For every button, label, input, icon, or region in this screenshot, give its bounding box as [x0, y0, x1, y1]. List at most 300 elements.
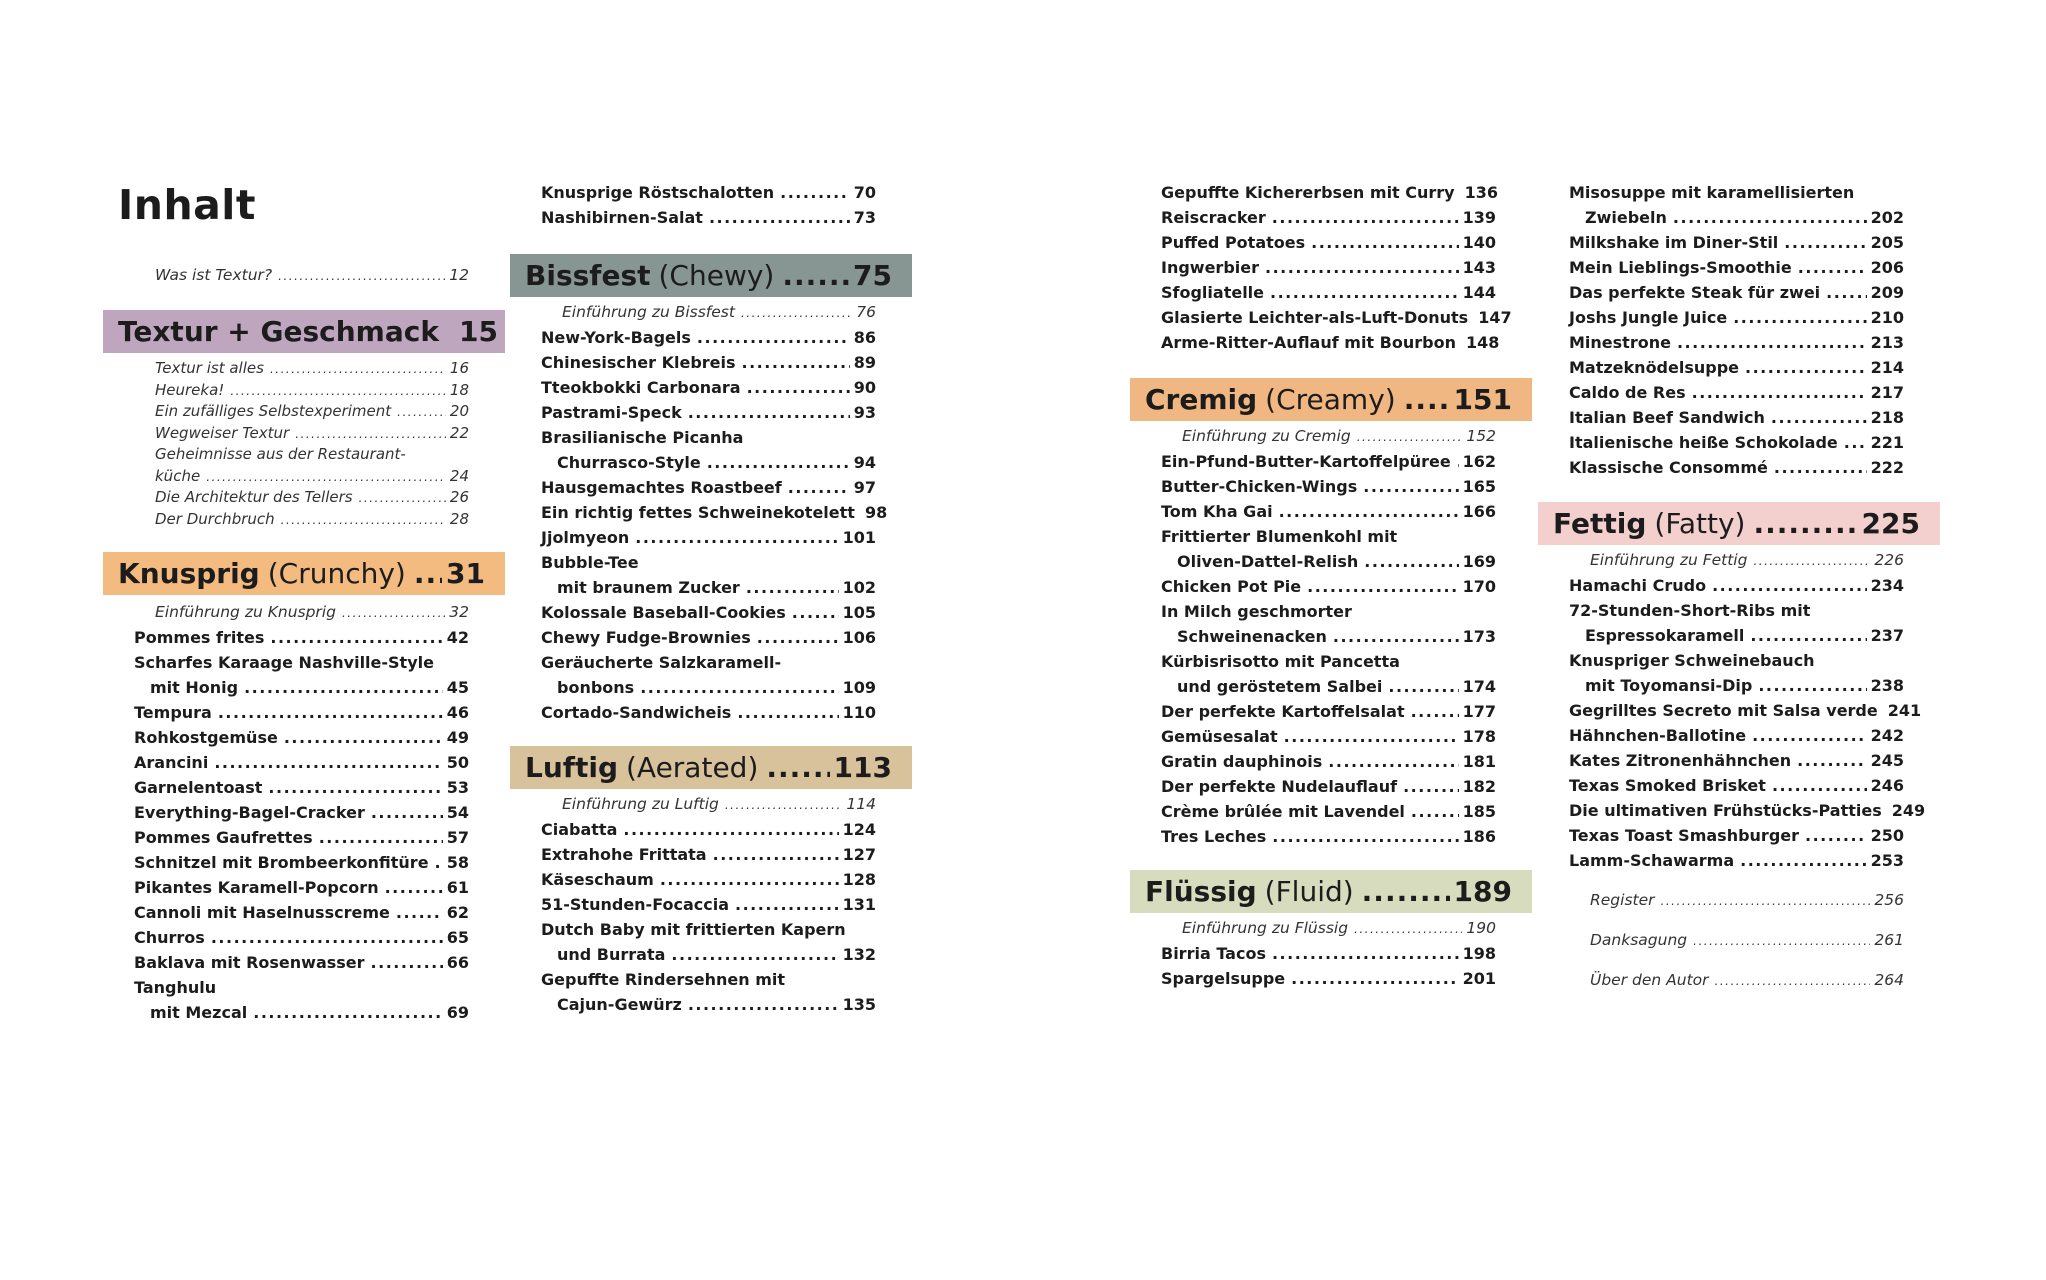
toc-entry[interactable] [103, 401, 505, 422]
toc-entry[interactable] [103, 700, 505, 725]
entry-label: Caldo de Res [1569, 383, 1686, 402]
toc-entry[interactable] [1130, 180, 1532, 205]
dot-leader [1772, 773, 1867, 798]
entry-label: Churros [134, 928, 205, 947]
entry-page: 89 [853, 353, 876, 372]
entry-label: Gepuffte Kichererbsen mit Curry [1161, 183, 1455, 202]
entry-page: 54 [446, 803, 469, 822]
entry-label: küche [155, 466, 201, 485]
section-title: Bissfest [525, 259, 651, 292]
dot-leader [1357, 424, 1463, 450]
entry-page: 190 [1466, 919, 1496, 937]
entry-page: 16 [449, 359, 469, 377]
page-title: Inhalt [118, 181, 256, 229]
entry-page: 182 [1462, 777, 1496, 796]
entry-label-line1: Geräucherte Salzkaramell- [541, 653, 782, 672]
entry-page: 97 [853, 478, 876, 497]
toc-entry[interactable] [103, 487, 505, 508]
entry-page: 24 [449, 466, 469, 485]
entry-label: Kates Zitronenhähnchen [1569, 751, 1792, 770]
dot-leader [397, 401, 446, 423]
dot-leader [1272, 824, 1458, 849]
entry-label: mit Toyomansi-Dip [1585, 676, 1753, 695]
toc-entry[interactable] [510, 500, 912, 525]
toc-entry[interactable] [1130, 724, 1532, 749]
dot-leader [1740, 848, 1866, 873]
entry-label: Knusprige Röstschalotten [541, 183, 775, 202]
entry-label: Italian Beef Sandwich [1569, 408, 1765, 427]
toc-entry[interactable] [1538, 405, 1940, 430]
entry-label: Tom Kha Gai [1161, 502, 1273, 521]
section-header-textur[interactable] [103, 310, 505, 353]
dot-leader [230, 380, 446, 402]
dot-leader [1826, 280, 1866, 305]
entry-page: 238 [1870, 676, 1904, 695]
dot-leader [747, 375, 850, 400]
entry-label-line1: Bubble-Tee [541, 553, 639, 572]
toc-entry[interactable] [1538, 573, 1940, 598]
toc-entry[interactable] [103, 950, 505, 975]
toc-entry[interactable] [1538, 205, 1940, 230]
section-subtitle: (Fatty) [1654, 507, 1746, 540]
toc-entry[interactable] [510, 300, 912, 325]
dot-leader [1673, 205, 1867, 230]
section-page: 225 [1861, 507, 1920, 540]
entry-label-line1: Brasilianische Picanha [541, 428, 744, 447]
dot-leader [295, 423, 446, 445]
section-subtitle: (Crunchy) [267, 557, 406, 590]
dot-leader [214, 750, 442, 775]
section-page: 31 [446, 557, 485, 590]
dot-leader [1715, 968, 1871, 994]
dot-leader [1403, 774, 1459, 799]
section-header-fettig[interactable] [1538, 502, 1940, 545]
entry-page: 166 [1462, 502, 1496, 521]
dot-leader [385, 875, 443, 900]
entry-page: 213 [1870, 333, 1904, 352]
entry-page: 246 [1870, 776, 1904, 795]
toc-entry[interactable] [1130, 474, 1532, 499]
toc-entry[interactable] [103, 380, 505, 401]
dot-leader [671, 942, 838, 967]
entry-page: 65 [446, 928, 469, 947]
entry-label: Butter-Chicken-Wings [1161, 477, 1358, 496]
toc-entry[interactable] [103, 509, 505, 530]
toc-entry[interactable] [1538, 255, 1940, 280]
toc-entry[interactable] [1538, 823, 1940, 848]
entry-label-line1: Scharfes Karaage Nashville-Style [134, 653, 434, 672]
toc-entry[interactable] [510, 675, 912, 700]
entry-page: 110 [842, 703, 876, 722]
entry-page: 226 [1874, 551, 1904, 569]
toc-entry[interactable] [1538, 548, 1940, 573]
toc-entry[interactable] [1538, 798, 1940, 823]
entry-page: 186 [1462, 827, 1496, 846]
entry-label: Wegweiser Textur [155, 423, 290, 442]
entry-label: Die Architektur des Tellers [155, 488, 353, 506]
dot-leader [371, 950, 443, 975]
toc-entry[interactable] [1538, 773, 1940, 798]
entry-label-line1: Kürbisrisotto mit Pancetta [1161, 652, 1400, 671]
toc-entry[interactable] [1538, 698, 1940, 723]
toc-entry[interactable] [1130, 749, 1532, 774]
section-subtitle: (Creamy) [1265, 383, 1396, 416]
entry-label: Matzeknödelsuppe [1569, 358, 1740, 377]
entry-page: 53 [446, 778, 469, 797]
toc-entry[interactable] [1538, 230, 1940, 255]
entry-label: Klassische Consommé [1569, 458, 1768, 477]
entry-page: 49 [446, 728, 469, 747]
dot-leader [244, 675, 443, 700]
toc-entry[interactable] [510, 450, 912, 475]
entry-label: Der perfekte Kartoffelsalat [1161, 702, 1405, 721]
toc-entry[interactable] [1130, 941, 1532, 966]
entry-label: Garnelentoast [134, 778, 263, 797]
entry-label: Joshs Jungle Juice [1569, 308, 1728, 327]
dot-leader [1311, 230, 1458, 255]
toc-entry[interactable] [1538, 380, 1940, 405]
entry-page: 139 [1462, 208, 1496, 227]
entry-page: 241 [1887, 701, 1922, 720]
entry-page: 76 [856, 303, 876, 321]
toc-entry[interactable] [103, 423, 505, 444]
toc-entry[interactable] [1130, 799, 1532, 824]
toc-entry[interactable] [1130, 330, 1532, 355]
toc-entry[interactable] [1130, 280, 1532, 305]
dot-leader [281, 509, 446, 531]
entry-label: Arme-Ritter-Auflauf mit Bourbon [1161, 333, 1456, 352]
section-header-knusprig[interactable] [103, 552, 505, 595]
toc-entry[interactable] [510, 205, 912, 230]
section-header-fluessig[interactable] [1130, 870, 1532, 913]
entry-page: 221 [1870, 433, 1904, 452]
dot-leader [1270, 280, 1459, 305]
toc-entry[interactable] [510, 400, 912, 425]
entry-page: 70 [853, 183, 876, 202]
entry-label: Über den Autor [1590, 971, 1709, 989]
entry-page: 131 [842, 895, 876, 914]
entry-page: 22 [449, 423, 469, 442]
dot-leader [1388, 674, 1458, 699]
toc-entry[interactable] [1538, 280, 1940, 305]
entry-page: 237 [1870, 626, 1904, 645]
entry-label: Einführung zu Cremig [1182, 427, 1351, 445]
entry-label: Schnitzel mit Brombeerkonfitüre [134, 853, 429, 872]
entry-label: Ingwerbier [1161, 258, 1259, 277]
toc-entry[interactable] [510, 375, 912, 400]
toc-entry[interactable] [510, 867, 912, 892]
toc-entry[interactable] [103, 625, 505, 650]
dot-leader [742, 350, 850, 375]
entry-label: Jjolmyeon [541, 528, 630, 547]
toc-entry[interactable] [510, 525, 912, 550]
entry-label: mit Honig [150, 678, 239, 697]
entry-label: Rohkostgemüse [134, 728, 278, 747]
section-title: Flüssig [1145, 875, 1257, 908]
toc-entry[interactable] [103, 1000, 505, 1025]
dot-leader [1354, 916, 1462, 942]
toc-entry[interactable] [1130, 499, 1532, 524]
toc-entry[interactable] [1538, 723, 1940, 748]
entry-page: 147 [1478, 308, 1512, 327]
toc-entry-intro[interactable] [103, 263, 505, 288]
entry-page: 144 [1462, 283, 1496, 302]
entry-label: Hausgemachtes Roastbeef [541, 478, 782, 497]
entry-label: bonbons [557, 678, 635, 697]
toc-entry[interactable] [103, 358, 505, 379]
entry-page: 93 [853, 403, 876, 422]
toc-entry[interactable] [103, 925, 505, 950]
entry-page: 124 [842, 820, 876, 839]
toc-entry[interactable] [510, 325, 912, 350]
toc-entry[interactable] [1130, 774, 1532, 799]
entry-label: Was ist Textur? [155, 266, 273, 284]
dot-leader [780, 180, 850, 205]
dot-leader [371, 800, 443, 825]
dot-leader [725, 792, 843, 818]
entry-label: mit Mezcal [150, 1003, 248, 1022]
toc-entry[interactable] [1538, 455, 1940, 480]
entry-label: Puffed Potatoes [1161, 233, 1306, 252]
toc-entry[interactable] [1538, 305, 1940, 330]
toc-entry[interactable] [1538, 888, 1940, 913]
toc-entry[interactable] [510, 180, 912, 205]
entry-page: 69 [446, 1003, 469, 1022]
entry-page: 105 [842, 603, 876, 622]
dot-leader [342, 600, 445, 626]
toc-entry[interactable] [1538, 623, 1940, 648]
dot-leader [1797, 748, 1866, 773]
entry-page: 234 [1870, 576, 1904, 595]
entry-page: 209 [1870, 283, 1904, 302]
entry-page: 165 [1462, 477, 1496, 496]
entry-label: New-York-Bagels [541, 328, 691, 347]
entry-label-line1: Gepuffte Rindersehnen mit [541, 970, 786, 989]
entry-label: Crème brûlée mit Lavendel [1161, 802, 1405, 821]
entry-label: Ein-Pfund-Butter-Kartoffelpüree [1161, 452, 1451, 471]
dot-leader [688, 992, 839, 1017]
entry-page: 136 [1464, 183, 1499, 202]
toc-entry[interactable] [103, 875, 505, 900]
dot-leader [270, 358, 446, 380]
entry-page: 18 [449, 380, 469, 399]
toc-entry[interactable] [103, 725, 505, 750]
entry-page: 12 [449, 266, 469, 284]
dot-leader [1291, 966, 1458, 991]
section-header-bissfest[interactable] [510, 254, 912, 297]
entry-page: 177 [1462, 702, 1496, 721]
entry-label: Texas Toast Smashburger [1569, 826, 1800, 845]
dot-leader [660, 867, 839, 892]
dot-leader [1457, 449, 1459, 474]
entry-page: 57 [446, 828, 469, 847]
dot-leader [1411, 799, 1459, 824]
entry-label: Einführung zu Knusprig [155, 603, 336, 621]
dot-leader [270, 625, 442, 650]
section-title: Cremig [1145, 383, 1258, 416]
dot-leader [435, 850, 443, 875]
entry-label: Zwiebeln [1585, 208, 1667, 227]
toc-entry[interactable] [510, 817, 912, 842]
entry-label: Der perfekte Nudelauflauf [1161, 777, 1398, 796]
entry-label: Minestrone [1569, 333, 1671, 352]
entry-page: 62 [446, 903, 469, 922]
toc-entry[interactable] [1538, 928, 1940, 953]
toc-entry[interactable] [510, 625, 912, 650]
dot-leader [1771, 405, 1867, 430]
entry-label: Texas Smoked Brisket [1569, 776, 1766, 795]
dot-leader [1677, 330, 1867, 355]
toc-entry[interactable] [1538, 968, 1940, 993]
section-page: 113 [833, 751, 892, 784]
entry-label: Baklava mit Rosenwasser [134, 953, 365, 972]
entry-label-line1: Knuspriger Schweinebauch [1569, 651, 1815, 670]
dot-leader [1284, 724, 1459, 749]
entry-label: Glasierte Leichter-als-Luft-Donuts [1161, 308, 1469, 327]
toc-entry[interactable] [510, 600, 912, 625]
toc-entry[interactable] [1538, 848, 1940, 873]
toc-entry[interactable] [1130, 824, 1532, 849]
toc-entry[interactable] [1130, 230, 1532, 255]
entry-page: 32 [449, 603, 469, 621]
toc-entry[interactable] [103, 750, 505, 775]
entry-page: 127 [842, 845, 876, 864]
entry-page: 135 [842, 995, 876, 1014]
toc-entry[interactable] [103, 850, 505, 875]
entry-label: Textur ist alles [155, 359, 264, 377]
entry-page: 148 [1465, 333, 1500, 352]
toc-entry[interactable] [1130, 305, 1532, 330]
toc-entry[interactable] [1130, 449, 1532, 474]
section-header-luftig[interactable] [510, 746, 912, 789]
toc-entry[interactable] [510, 700, 912, 725]
entry-label: Heureka! [155, 380, 225, 399]
toc-entry[interactable] [510, 475, 912, 500]
toc-entry[interactable] [510, 792, 912, 817]
toc-entry[interactable] [103, 825, 505, 850]
entry-page: 98 [864, 503, 888, 522]
entry-page: 94 [853, 453, 876, 472]
toc-entry[interactable] [510, 350, 912, 375]
dot-leader [396, 900, 443, 925]
toc-entry[interactable] [1538, 330, 1940, 355]
toc-entry[interactable] [1538, 673, 1940, 698]
dot-leader [1333, 624, 1459, 649]
entry-label-line1: Geheimnisse aus der Restaurant- [155, 445, 406, 463]
entry-page: 162 [1462, 452, 1496, 471]
entry-label: Danksagung [1590, 931, 1688, 949]
toc-entry[interactable] [1130, 699, 1532, 724]
toc-entry[interactable] [103, 466, 505, 487]
toc-entry[interactable] [1130, 574, 1532, 599]
toc-entry[interactable] [510, 842, 912, 867]
toc-entry[interactable] [1538, 355, 1940, 380]
entry-page: 102 [842, 578, 876, 597]
entry-page: 152 [1466, 427, 1496, 445]
toc-entry[interactable] [1130, 549, 1532, 574]
entry-label: Ein zufälliges Selbstexperiment [155, 402, 392, 420]
section-subtitle: (Aerated) [625, 751, 759, 784]
toc-entry[interactable] [510, 992, 912, 1017]
entry-label: Ein richtig fettes Schweinekotelett [541, 503, 855, 522]
entry-label: Die ultimativen Frühstücks-Patties [1569, 801, 1882, 820]
toc-entry[interactable] [1130, 424, 1532, 449]
entry-page: 61 [446, 878, 469, 897]
dot-leader [1307, 574, 1458, 599]
dot-leader [688, 400, 850, 425]
toc-entry[interactable] [103, 800, 505, 825]
entry-label-line1: Misosuppe mit karamellisierten [1569, 183, 1855, 202]
toc-entry[interactable] [103, 900, 505, 925]
toc-entry[interactable] [103, 775, 505, 800]
entry-label: Einführung zu Luftig [562, 795, 719, 813]
dot-leader [253, 1000, 443, 1025]
toc-entry[interactable] [510, 942, 912, 967]
entry-label: Gegrilltes Secreto mit Salsa verde [1569, 701, 1878, 720]
entry-label: Mein Lieblings-Smoothie [1569, 258, 1792, 277]
entry-label-line1: Tanghulu [134, 978, 217, 997]
entry-label: Einführung zu Fettig [1590, 551, 1748, 569]
entry-page: 106 [842, 628, 876, 647]
toc-entry[interactable] [510, 892, 912, 917]
toc-entry[interactable] [1538, 430, 1940, 455]
toc-entry[interactable] [1130, 966, 1532, 991]
toc-entry[interactable] [1130, 205, 1532, 230]
section-header-cremig[interactable] [1130, 378, 1532, 421]
toc-entry[interactable] [1130, 624, 1532, 649]
entry-page: 26 [449, 488, 469, 506]
dot-leader [1784, 230, 1866, 255]
dot-leader [1328, 749, 1458, 774]
toc-entry[interactable] [103, 675, 505, 700]
entry-page: 143 [1462, 258, 1496, 277]
toc-entry[interactable] [1538, 748, 1940, 773]
entry-page: 46 [446, 703, 469, 722]
entry-page: 217 [1870, 383, 1904, 402]
section-subtitle: (Chewy) [658, 259, 775, 292]
toc-entry[interactable] [1130, 916, 1532, 941]
entry-page: 86 [853, 328, 876, 347]
section-title: Knusprig [118, 557, 260, 590]
entry-page: 264 [1874, 971, 1904, 989]
dot-leader [1661, 888, 1871, 914]
entry-page: 45 [446, 678, 469, 697]
entry-label: Tres Leches [1161, 827, 1267, 846]
entry-page: 222 [1870, 458, 1904, 477]
entry-label: Einführung zu Flüssig [1182, 919, 1349, 937]
entry-page: 198 [1462, 944, 1496, 963]
dot-leader [735, 892, 839, 917]
dot-leader [623, 817, 838, 842]
toc-entry[interactable] [1130, 255, 1532, 280]
entry-label: und geröstetem Salbei [1177, 677, 1383, 696]
entry-page: 261 [1874, 931, 1904, 949]
entry-label: Pastrami-Speck [541, 403, 682, 422]
entry-label: Tteokbokki Carbonara [541, 378, 741, 397]
entry-label: Churrasco-Style [557, 453, 701, 472]
dot-leader [640, 675, 838, 700]
toc-entry[interactable] [510, 575, 912, 600]
entry-page: 90 [853, 378, 876, 397]
entry-label-line1: Dutch Baby mit frittierten Kapern [541, 920, 846, 939]
entry-page: 140 [1462, 233, 1496, 252]
dot-leader [1411, 699, 1459, 724]
dot-leader [709, 205, 850, 230]
entry-label: Everything-Bagel-Cracker [134, 803, 365, 822]
toc-entry[interactable] [1130, 674, 1532, 699]
entry-page: 28 [449, 509, 469, 528]
toc-entry[interactable] [103, 600, 505, 625]
